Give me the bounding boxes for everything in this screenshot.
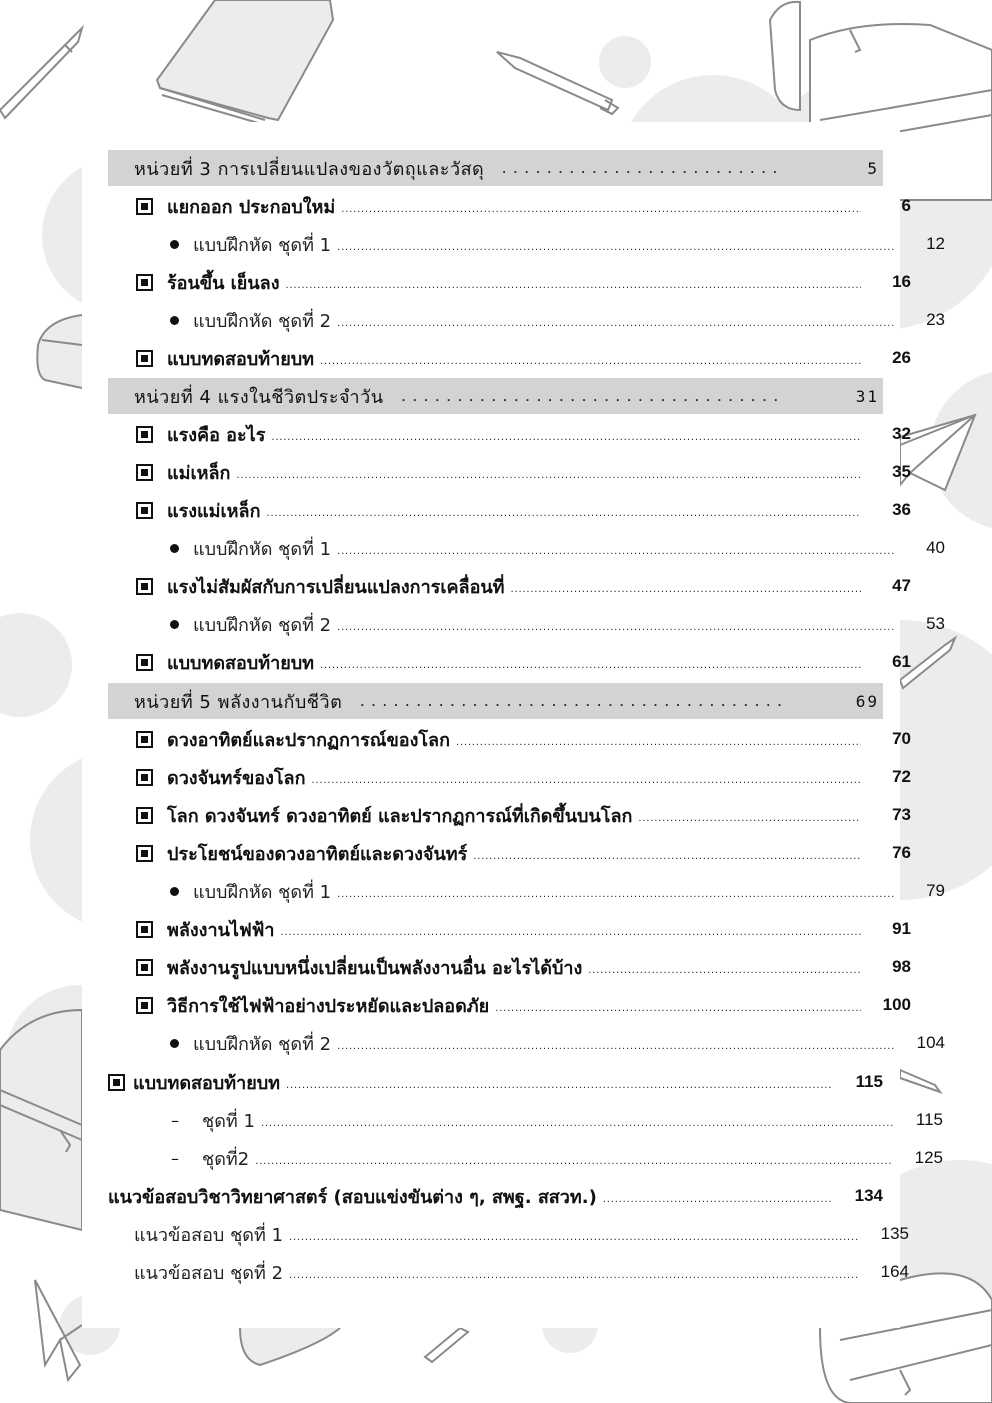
toc-section-row[interactable] (108, 644, 911, 680)
section-title: ร้อนขึ้น เย็นลง (167, 272, 280, 294)
section-title: แนวข้อสอบวิชาวิทยาศาสตร์ (สอบแข่งขันต่าง ๆ, สพฐ. สสวท.) (108, 1186, 597, 1208)
dot-leader (360, 699, 783, 719)
page-number: 125 (914, 1148, 943, 1167)
paper-plane-icon (35, 1280, 82, 1380)
toc-exercise-row[interactable] (108, 530, 945, 566)
toc-section-row[interactable] (108, 188, 911, 224)
toc-exercise-row[interactable] (108, 226, 945, 262)
round-bullet-icon (170, 620, 179, 629)
page-number: 79 (926, 881, 945, 900)
square-bullet-icon (136, 464, 153, 481)
pencil-icon (0, 28, 82, 118)
page-number: 100 (882, 995, 911, 1014)
toc-section-row[interactable] (108, 911, 911, 947)
section-title: แบบทดสอบท้ายบท (167, 348, 315, 370)
unit-title: หน่วยที่ 5 พลังงานกับชีวิต (134, 691, 343, 713)
backpack-icon (0, 1010, 82, 1230)
square-bullet-icon (136, 578, 153, 595)
unit-title: หน่วยที่ 3 การเปลี่ยนแปลงของวัตถุและวัสดุ (134, 158, 485, 180)
page-number: 40 (926, 538, 945, 557)
dot-leader (337, 319, 895, 338)
page-number: 70 (892, 729, 911, 748)
toc-section-row[interactable] (108, 492, 911, 528)
dot-leader (337, 890, 895, 909)
page-number: 31 (855, 386, 879, 406)
page-number: 53 (926, 614, 945, 633)
page-number: 135 (880, 1224, 909, 1243)
page-number: 16 (892, 272, 911, 291)
dot-leader (289, 1233, 859, 1252)
dash-bullet: – (171, 1110, 179, 1130)
square-bullet-icon (108, 1074, 125, 1091)
dot-leader (286, 1081, 833, 1100)
dot-leader (271, 433, 861, 452)
section-title: แรงคือ อะไร (167, 424, 266, 446)
dot-leader (261, 1119, 893, 1138)
dot-leader (337, 243, 895, 262)
toc-exam-set-row[interactable] (108, 1254, 909, 1290)
book-icon (157, 0, 333, 125)
toc-section-row[interactable] (108, 835, 911, 871)
section-title: ประโยชน์ของดวงอาทิตย์และดวงจันทร์ (167, 843, 468, 865)
section-title: วิธีการใช้ไฟฟ้าอย่างประหยัดและปลอดภัย (167, 995, 490, 1017)
page-number: 98 (892, 957, 911, 976)
page-number: 12 (926, 234, 945, 253)
dot-leader (311, 776, 861, 795)
exercise-title: แบบฝึกหัด ชุดที่ 1 (193, 881, 332, 903)
square-bullet-icon (136, 350, 153, 367)
toc-section-row[interactable] (108, 416, 911, 452)
dot-leader (588, 966, 861, 985)
square-bullet-icon (136, 845, 153, 862)
toc-unit-row[interactable] (108, 378, 883, 414)
bag-icon (240, 1328, 340, 1365)
sub-title: แนวข้อสอบ ชุดที่ 2 (134, 1262, 284, 1284)
toc-section-row[interactable] (108, 454, 911, 490)
square-bullet-icon (136, 921, 153, 938)
toc-section-row[interactable] (108, 568, 911, 604)
page-number: 115 (855, 1072, 883, 1091)
toc-exercise-row[interactable] (108, 302, 945, 338)
toc-unit-row[interactable] (108, 683, 883, 719)
dot-leader (402, 394, 783, 414)
square-bullet-icon (136, 807, 153, 824)
toc-section-row[interactable] (108, 797, 911, 833)
section-title: แม่เหล็ก (167, 462, 231, 484)
sub-title: ชุดที่ 1 (202, 1110, 255, 1132)
page-number: 73 (892, 805, 911, 824)
square-bullet-icon (136, 731, 153, 748)
square-bullet-icon (136, 198, 153, 215)
exercise-title: แบบฝึกหัด ชุดที่ 2 (193, 614, 332, 636)
round-bullet-icon (170, 240, 179, 249)
toc-section-row[interactable] (108, 987, 911, 1023)
page-number: 47 (892, 576, 911, 595)
section-title: แบบทดสอบท้ายบท (133, 1072, 281, 1094)
square-bullet-icon (136, 997, 153, 1014)
dot-leader (495, 1004, 861, 1023)
sub-title: ชุดที่2 (202, 1148, 250, 1170)
dot-leader (473, 852, 861, 871)
page-number: 26 (892, 348, 911, 367)
square-bullet-icon (136, 502, 153, 519)
toc-exercise-row[interactable] (108, 606, 945, 642)
page-number: 104 (916, 1033, 945, 1052)
toc-section-row[interactable] (108, 264, 911, 300)
page-number: 35 (892, 462, 911, 481)
dot-leader (502, 166, 783, 186)
toc-section-row[interactable] (108, 949, 911, 985)
dot-leader (266, 509, 861, 528)
toc-exercise-row[interactable] (108, 873, 945, 909)
dot-leader (285, 281, 861, 300)
section-title: ดวงอาทิตย์และปรากฏการณ์ของโลก (167, 729, 450, 751)
toc-exercise-row[interactable] (108, 1025, 945, 1061)
dot-leader (603, 1195, 833, 1214)
dot-leader (320, 661, 861, 680)
pencil-icon (900, 1070, 940, 1092)
exercise-title: แบบฝึกหัด ชุดที่ 2 (193, 310, 332, 332)
dot-leader (236, 471, 861, 490)
page-number: 69 (855, 691, 879, 711)
toc-unit-row[interactable] (108, 150, 883, 186)
page-number: 61 (892, 652, 911, 671)
section-title: แรงแม่เหล็ก (167, 500, 261, 522)
round-bullet-icon (170, 887, 179, 896)
page-number: 6 (901, 196, 911, 215)
exercise-title: แบบฝึกหัด ชุดที่ 1 (193, 234, 332, 256)
section-title: แบบทดสอบท้ายบท (167, 652, 315, 674)
exercise-title: แบบฝึกหัด ชุดที่ 2 (193, 1033, 332, 1055)
page-number: 91 (892, 919, 911, 938)
page-number: 5 (867, 158, 879, 178)
toc-sub-row[interactable] (108, 1140, 943, 1176)
toc-final-test-row[interactable] (108, 1064, 883, 1100)
dot-leader (456, 738, 861, 757)
section-title: โลก ดวงจันทร์ ดวงอาทิตย์ และปรากฏการณ์ที่เกิดขึ้นบนโลก (167, 805, 633, 827)
round-bullet-icon (170, 544, 179, 553)
exercise-title: แบบฝึกหัด ชุดที่ 1 (193, 538, 332, 560)
square-bullet-icon (136, 959, 153, 976)
dot-leader (341, 205, 861, 224)
dot-leader (337, 623, 895, 642)
round-bullet-icon (170, 316, 179, 325)
toc-section-row[interactable] (108, 340, 911, 376)
section-title: พลังงานไฟฟ้า (167, 919, 275, 941)
dot-leader (337, 547, 895, 566)
dot-leader (255, 1157, 893, 1176)
toc-section-row[interactable] (108, 721, 911, 757)
toc-exam-guide-row[interactable] (108, 1178, 883, 1214)
toc-exam-set-row[interactable] (108, 1216, 909, 1252)
section-title: แรงไม่สัมผัสกับการเปลี่ยนแปลงการเคลื่อนที่ (167, 576, 505, 598)
unit-title: หน่วยที่ 4 แรงในชีวิตประจำวัน (134, 386, 384, 408)
page-number: 164 (880, 1262, 909, 1281)
dot-leader (281, 928, 861, 947)
dot-leader (289, 1271, 859, 1290)
page-number: 36 (892, 500, 911, 519)
toc-page (82, 122, 945, 1328)
section-title: พลังงานรูปแบบหนึ่งเปลี่ยนเป็นพลังงานอื่น อะไรได้บ้าง (167, 957, 583, 979)
toc-sub-row[interactable] (108, 1102, 943, 1138)
bag-icon (37, 315, 82, 388)
page-number: 76 (892, 843, 911, 862)
dot-leader (320, 357, 861, 376)
section-title: ดวงจันทร์ของโลก (167, 767, 306, 789)
dot-leader (638, 814, 861, 833)
dot-leader (511, 585, 861, 604)
section-title: แยกออก ประกอบใหม่ (167, 196, 336, 218)
square-bullet-icon (136, 274, 153, 291)
toc-section-row[interactable] (108, 759, 911, 795)
page-number: 23 (926, 310, 945, 329)
sub-title: แนวข้อสอบ ชุดที่ 1 (134, 1224, 284, 1246)
decor-circle (0, 613, 72, 717)
dot-leader (337, 1042, 895, 1061)
pencil-icon (425, 1328, 468, 1362)
round-bullet-icon (170, 1039, 179, 1048)
square-bullet-icon (136, 426, 153, 443)
page-number: 134 (854, 1186, 883, 1205)
dash-bullet: – (171, 1148, 179, 1168)
decor-circle (599, 36, 651, 88)
page-number: 72 (892, 767, 911, 786)
square-bullet-icon (136, 654, 153, 671)
page-number: 115 (915, 1110, 943, 1129)
square-bullet-icon (136, 769, 153, 786)
page-number: 32 (892, 424, 911, 443)
